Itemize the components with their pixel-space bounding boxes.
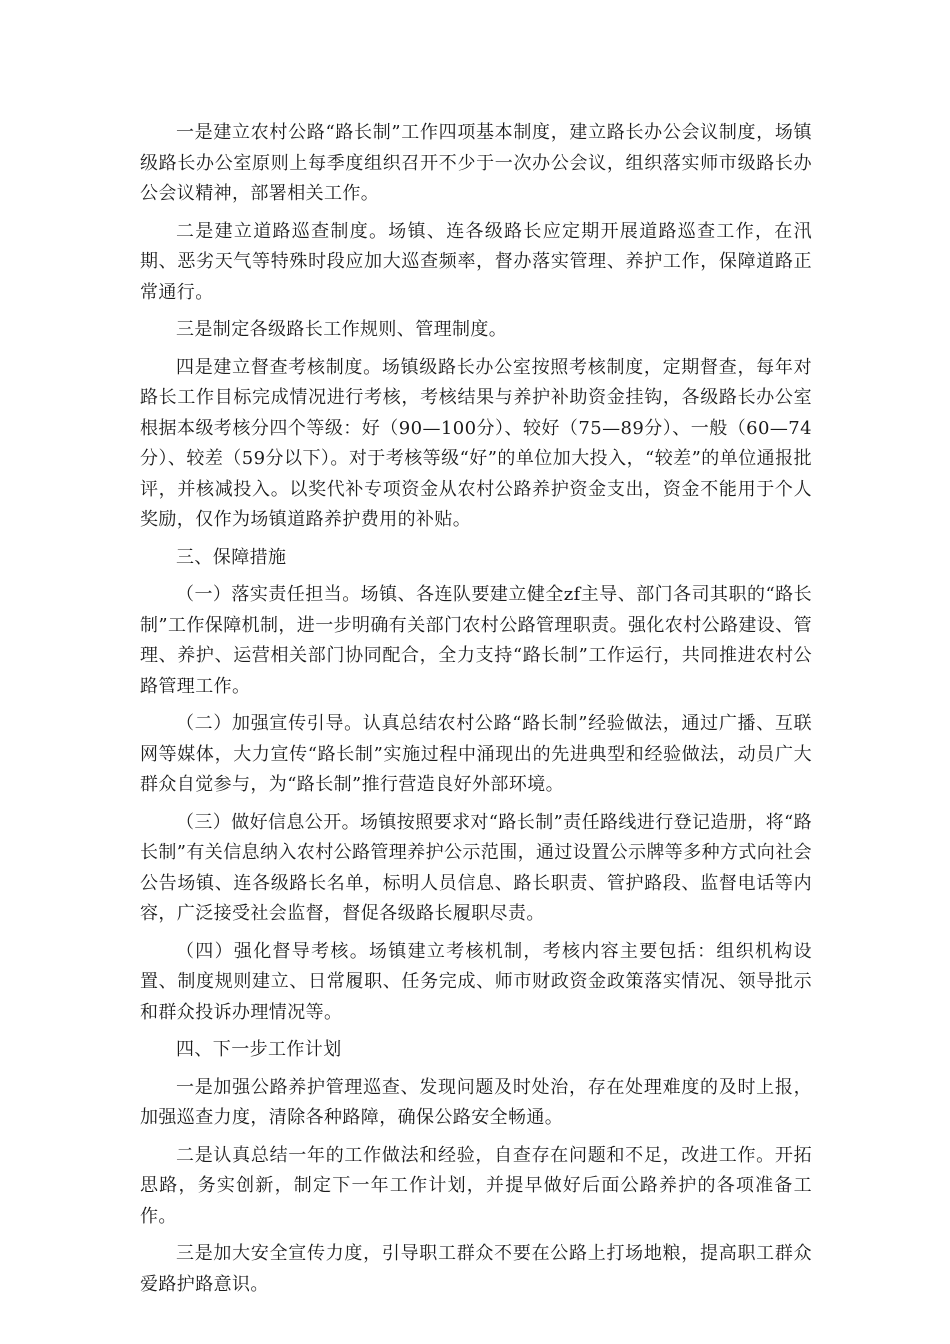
paragraph-information-disclosure: （三）做好信息公开。场镇按照要求对“路长制”责任路线进行登记造册，将“路长制”有关信息纳入农村公路管理养护公示范围，通过设置公示牌等多种方式向社会公告场镇、连各级路长名单，标明人员信息、路长职责、管护路段、监督电话等内容，广泛接受社会监督，督促各级路长履职尽责。 [140,811,813,924]
section-heading-next-plan: 四、下一步工作计划 [176,1039,342,1060]
paragraph-system-meeting: 一是建立农村公路“路长制”工作四项基本制度，建立路长办公会议制度，场镇级路长办公室原则上每季度组织召开不少于一次办公会议，组织落实师市级路长办公会议精神，部署相关工作。 [140,122,812,204]
section-heading-safeguards: 三、保障措施 [176,546,287,568]
paragraph-assessment-system: 四是建立督查考核制度。场镇级路长办公室按照考核制度，定期督查，每年对路长工作目标完成情况进行考核，考核结果与养护补助资金挂钩，各级路长办公室根据本级考核分四个等级：好（90—100分）、较好（75—89分）、一般（60—74分）、较差（59分以下）。对于考核等级“好”的单位加大投入，“较差”的单位通报批评，并核减投入。以奖代补专项资金从农村公路养护资金支出，资金不能用于个人奖励，仅作为场镇道路养护费用的补贴。 [140,356,812,530]
paragraph-responsibility: （一）落实责任担当。场镇、各连队要建立健全zf主导、部门各司其职的“路长制”工作保障机制，进一步明确有关部门农村公路管理职责。强化农村公路建设、管理、养护、运营相关部门协同配合，全力支持“路长制”工作运行，共同推进农村公路管理工作。 [140,584,812,697]
paragraph-supervision: （四）强化督导考核。场镇建立考核机制，考核内容主要包括：组织机构设置、制度规则建立、日常履职、任务完成、师市财政资金政策落实情况、领导批示和群众投诉办理情况等。 [140,940,812,1023]
paragraph-publicity: （二）加强宣传引导。认真总结农村公路“路长制”经验做法，通过广播、互联网等媒体，大力宣传“路长制”实施过程中涌现出的先进典型和经验做法，动员广大群众自觉参与，为“路长制”推行营造良好外部环境。 [140,713,812,795]
paragraph-plan-summary: 二是认真总结一年的工作做法和经验，自查存在问题和不足，改进工作。开拓思路，务实创新，制定下一年工作计划，并提早做好后面公路养护的各项准备工作。 [140,1144,812,1227]
paragraph-road-inspection: 二是建立道路巡查制度。场镇、连各级路长应定期开展道路巡查工作，在汛期、恶劣天气等特殊时段应加大巡查频率，督办落实管理、养护工作，保障道路正常通行。 [140,220,812,303]
paragraph-work-rules: 三是制定各级路长工作规则、管理制度。 [176,319,508,340]
paragraph-plan-safety: 三是加大安全宣传力度，引导职工群众不要在公路上打场地粮，提高职工群众爱路护路意识。 [140,1243,812,1295]
document-page [140,118,812,1307]
paragraph-plan-inspection: 一是加强公路养护管理巡查、发现问题及时处治，存在处理难度的及时上报，加强巡查力度，清除各种路障，确保公路安全畅通。 [140,1076,812,1128]
